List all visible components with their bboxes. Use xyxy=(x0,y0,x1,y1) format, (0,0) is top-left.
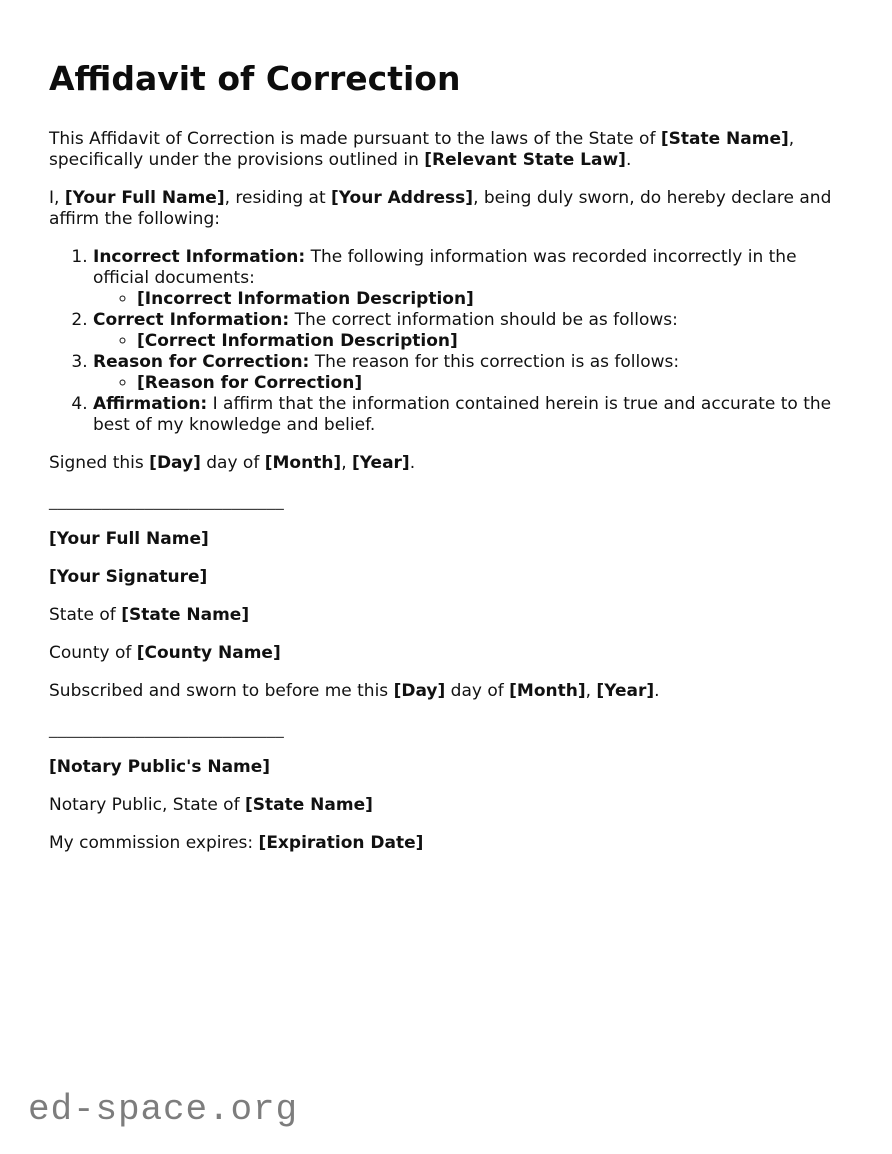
watermark: ed-space.org xyxy=(28,1089,299,1130)
intro-text: This Affidavit of Correction is made pursuant to the laws of the State of xyxy=(49,129,661,149)
intro-text: , specifically under the provisions outlined in xyxy=(49,129,795,170)
county-name-placeholder: [County Name] xyxy=(136,643,281,663)
list-item-label: Affirmation: xyxy=(93,394,208,414)
list-item-text: I affirm that the information contained herein is true and accurate to the best of my knowledge and belief. xyxy=(93,394,832,435)
state-of-text: State of xyxy=(49,605,122,625)
month-placeholder: [Month] xyxy=(509,681,586,701)
list-item-reason-for-correction xyxy=(93,352,843,394)
signed-text: , xyxy=(341,453,353,473)
county-of-text: County of xyxy=(49,643,137,663)
signed-text: . xyxy=(409,453,416,473)
day-placeholder: [Day] xyxy=(149,453,201,473)
state-name-placeholder: [State Name] xyxy=(244,795,373,815)
sworn-text: , xyxy=(585,681,597,701)
list-item-label: Correct Information: xyxy=(93,310,290,330)
notary-commission-line xyxy=(49,833,843,854)
year-placeholder: [Year] xyxy=(352,453,410,473)
reason-placeholder: [Reason for Correction] xyxy=(137,373,363,393)
sub-list xyxy=(93,289,843,310)
list-item-correct-information xyxy=(93,310,843,352)
list-item-incorrect-information xyxy=(93,247,843,310)
sub-list-item xyxy=(137,331,843,352)
list-item-affirmation xyxy=(93,394,843,436)
signer-state-line xyxy=(49,605,843,626)
signer-full-name xyxy=(49,529,843,550)
signed-date-paragraph xyxy=(49,453,843,474)
sworn-text: Subscribed and sworn to before me this xyxy=(49,681,394,701)
list-item-text: The following information was recorded incorrectly in the official documents: xyxy=(93,247,797,288)
declaration-text: , being duly sworn, do hereby declare and affirm the following: xyxy=(49,188,832,229)
notary-name xyxy=(49,757,843,778)
signer-county-line xyxy=(49,643,843,664)
sworn-text: day of xyxy=(445,681,510,701)
notary-name-placeholder: [Notary Public's Name] xyxy=(49,757,271,777)
state-name-placeholder: [State Name] xyxy=(660,129,789,149)
commission-text: My commission expires: xyxy=(49,833,259,853)
page-title: Affidavit of Correction xyxy=(49,59,461,98)
intro-text: . xyxy=(625,150,632,170)
sub-list xyxy=(93,373,843,394)
signer-signature-line: ___________________________ xyxy=(49,491,284,511)
correction-list xyxy=(49,247,843,436)
state-name-placeholder: [State Name] xyxy=(121,605,250,625)
list-item-label: Incorrect Information: xyxy=(93,247,306,267)
signed-text: day of xyxy=(200,453,265,473)
notary-state-line xyxy=(49,795,843,816)
notary-signature-line: ___________________________ xyxy=(49,719,284,739)
full-name-placeholder: [Your Full Name] xyxy=(64,188,225,208)
list-item-label: Reason for Correction: xyxy=(93,352,310,372)
declaration-text: , residing at xyxy=(224,188,332,208)
full-name-placeholder: [Your Full Name] xyxy=(49,529,209,549)
incorrect-description-placeholder: [Incorrect Information Description] xyxy=(137,289,474,309)
signer-signature xyxy=(49,567,843,588)
declaration-text: I, xyxy=(49,188,65,208)
intro-paragraph xyxy=(49,129,843,171)
sub-list xyxy=(93,331,843,352)
correct-description-placeholder: [Correct Information Description] xyxy=(137,331,458,351)
list-item-text: The reason for this correction is as follows: xyxy=(309,352,680,372)
month-placeholder: [Month] xyxy=(264,453,342,473)
sworn-text: . xyxy=(654,681,660,701)
day-placeholder: [Day] xyxy=(393,681,446,701)
list-item-text: The correct information should be as follows: xyxy=(289,310,678,330)
notary-state-text: Notary Public, State of xyxy=(49,795,245,815)
address-placeholder: [Your Address] xyxy=(331,188,474,208)
relevant-state-law-placeholder: [Relevant State Law] xyxy=(424,150,626,170)
expiration-date-placeholder: [Expiration Date] xyxy=(258,833,424,853)
sub-list-item xyxy=(137,289,843,310)
signature-placeholder: [Your Signature] xyxy=(49,567,208,587)
year-placeholder: [Year] xyxy=(596,681,655,701)
declaration-paragraph xyxy=(49,188,843,230)
signed-text: Signed this xyxy=(49,453,150,473)
sub-list-item xyxy=(137,373,843,394)
notary-sworn-paragraph xyxy=(49,681,843,702)
